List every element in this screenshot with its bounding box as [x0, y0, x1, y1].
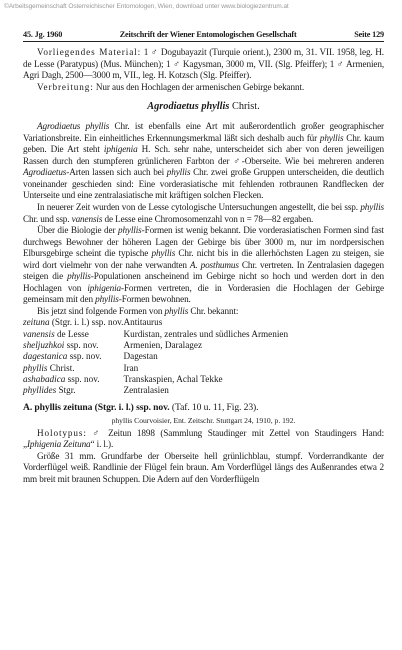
running-header: [23, 30, 384, 42]
copyright-watermark: ©Arbeitsgemeinschaft Österreichischer Entomologen, Wien, download unter www.biologiezentrum.at: [4, 3, 289, 10]
taxon-authority: ssp. nov.: [67, 351, 102, 362]
taxon-name: [23, 340, 123, 351]
species-heading: [23, 101, 384, 112]
paragraph-1: Agrodiaetus phyllis Chr. ist ebenfalls eine Art mit außerordentlich großer geographischer Variationsbreite. Ein einheitliches Erkennungsmerkmal läßt sich deshalb auch für phyllis Chr. kaum geben. Die Art steht iphigenia H. Sch. sehr nahe, unterscheidet sich aber von deren jeweiligen Rassen durch den stumpferen grünlicheren Farbton der ♂-Oberseite. Wie bei mehreren anderen Agrodiaetus-Arten lassen sich auch bei phyllis Chr. zwei große Gruppen unterscheiden, die deutlich voneinander geschieden sind: Eine vorderasiatische mit fehlenden rotbraunen Randflecken der Unterseite und eine zentralasiatische mit kräftigen solchen Flecken.: [23, 121, 385, 201]
taxon-epithet: ashabadica: [23, 373, 66, 384]
taxon-epithet: phyllis: [23, 362, 48, 373]
distribution-paragraph: [23, 82, 384, 94]
taxon-authority: Christ.: [47, 362, 75, 373]
taxon-row: [23, 317, 384, 328]
taxon-range: Antitaurus: [123, 317, 163, 328]
taxon-row: [23, 385, 384, 396]
description-paragraph: Größe 31 mm. Grundfarbe der Oberseite hell grünlichblau, stumpf. Vorderrandkante der Vorderflügel weiß. Randlinie der Flügel fein braun. Am Vorderflügel längs des Außenrandes etwa 2 mm breit mit braunen Schuppen. Die Adern auf den Vorderflügeln: [23, 450, 384, 484]
holotype-text: ♂ Zeitun 1898 (Sammlung Staudinger mit Zettel von Staudingers Hand: „Iphigenia Zeituna“ i. l.).: [23, 427, 384, 450]
taxon-authority: Stgr.: [56, 385, 76, 396]
header-volume: 45. Jg. 1960: [23, 30, 63, 39]
species-author: Christ.: [231, 101, 260, 113]
material-label: Vorliegendes Material:: [37, 47, 142, 57]
taxon-range: Armenien, Daralagez: [123, 340, 203, 351]
taxon-range: Zentralasien: [123, 385, 169, 396]
taxon-authority: (Stgr. i. l.) ssp. nov.: [49, 317, 124, 328]
taxon-name: [23, 363, 123, 374]
taxon-name: [23, 374, 123, 385]
taxon-name: [23, 385, 123, 396]
taxon-epithet: sheljuzhkoi: [23, 340, 65, 351]
holotype-paragraph: [23, 428, 384, 451]
subspecies-title: A. phyllis zeituna (Stgr. i. l.) ssp. nov.: [23, 401, 170, 413]
taxon-name: [23, 317, 123, 328]
taxon-epithet: phyllides: [23, 385, 57, 396]
material-paragraph: [23, 47, 384, 82]
taxon-epithet: vanensis: [23, 328, 55, 339]
taxon-row: [23, 351, 384, 362]
material-text: 1 ♂ Dogubayazit (Turquie orient.), 2300 m, 31. VII. 1958, leg. H. de Lesse (Paratypus) (Mus. München); 1 ♂ Kagysman, 3000 m, VII. (Slg. Pfeiffer); 1 ♂ Armenien, Agri Dagh, 2500—3000 m, VII., leg. H. Kotzsch (Slg. Pfeiffer).: [23, 47, 384, 81]
taxon-range: Kurdistan, zentrales und südliches Armenien: [123, 328, 289, 339]
synonym-reference: phyllis Courvoisier, Ent. Zeitschr. Stuttgart 24, 1910, p. 192.: [111, 415, 296, 425]
taxon-row: [23, 340, 384, 351]
subspecies-plate-ref: (Taf. 10 u. 11, Fig. 23).: [171, 401, 259, 413]
taxon-row: [23, 363, 384, 374]
taxon-name: [23, 329, 123, 340]
taxon-authority: ssp. nov.: [65, 373, 100, 384]
taxon-name: [23, 351, 123, 362]
header-journal: Zeitschrift der Wiener Entomologischen Gesellschaft: [119, 30, 297, 39]
taxon-authority: ssp. nov.: [64, 340, 99, 351]
header-page-number: Seite 129: [354, 30, 384, 39]
paragraph-4: Bis jetzt sind folgende Formen von phyllis Chr. bekannt:: [37, 305, 239, 316]
paragraph-3: Über die Biologie der phyllis-Formen ist wenig bekannt. Die vorderasiatischen Formen sind fast durchwegs Bewohner der höheren Lagen der Gebirge bis über 3000 m, nur im nordpersischen Elbursgebirge scheint die typische phyllis Chr. nicht bis in die allerhöchsten Lagen zu steigen, sie wird dort vielmehr von der nahe verwandten A. posthumus Chr. vertreten. In Zentralasien dagegen steigen die phyllis-Populationen anscheinend im Gebirge nicht so hoch und werden dort in den Hochlagen von iphigenia-Formen vertreten, die in Vorderasien die Hochlagen der Gebirge gemeinsam mit den phyllis-Formen bewohnen.: [23, 225, 385, 305]
subspecies-heading: [23, 402, 384, 413]
taxon-authority: de Lesse: [54, 328, 89, 339]
taxon-range: Dagestan: [123, 351, 158, 362]
taxon-epithet: dagestanica: [23, 351, 68, 362]
holotype-label: Holotypus:: [37, 427, 87, 438]
taxon-epithet: zeituna: [23, 317, 50, 328]
species-name: Agrodiaetus phyllis: [147, 101, 230, 113]
taxon-range: Iran: [123, 362, 139, 373]
taxon-row: [23, 329, 384, 340]
taxon-range: Transkaspien, Achal Tekke: [123, 373, 223, 384]
taxon-row: [23, 374, 384, 385]
document-page: [23, 30, 384, 485]
paragraph-2: In neuerer Zeit wurden von de Lesse cytologische Untersuchungen angestellt, die bei ssp. phyllis Chr. und ssp. vanensis de Lesse eine Chromosomenzahl von n = 78—82 ergaben.: [23, 202, 384, 224]
distribution-label: Verbreitung:: [37, 81, 94, 92]
distribution-text: Nur aus den Hochlagen der armenischen Gebirge bekannt.: [93, 81, 305, 92]
subspecies-table: [23, 317, 384, 396]
